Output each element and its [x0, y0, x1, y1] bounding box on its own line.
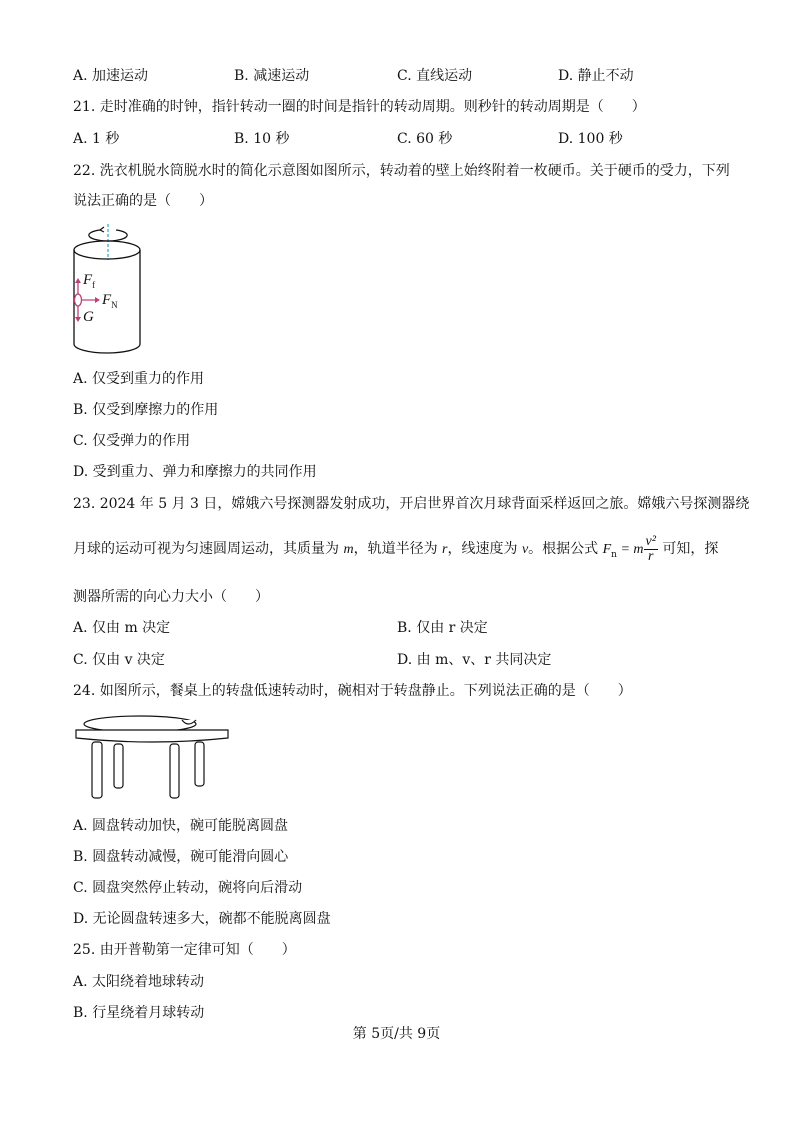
q23-option-a: A. 仅由 m 决定 [73, 620, 171, 636]
q23-option-b: B. 仅由 r 决定 [397, 620, 488, 636]
q23-option-c: C. 仅由 v 决定 [73, 652, 165, 668]
q21-option-c: C. 60 秒 [397, 131, 453, 147]
table-diagram [72, 710, 234, 802]
q21-option-d: D. 100 秒 [558, 131, 623, 147]
q25-option-a: A. 太阳绕着地球转动 [73, 974, 205, 990]
q24-stem: 24. 如图所示，餐桌上的转盘低速转动时，碗相对于转盘静止。下列说法正确的是（ ） [73, 683, 632, 699]
q20-option-a: A. 加速运动 [73, 68, 149, 84]
q22-option-c: C. 仅受弹力的作用 [73, 433, 191, 449]
friction-force-label: $F_f$ [83, 272, 96, 290]
q22-stem-line1: 22. 洗衣机脱水筒脱水时的简化示意图如图所示，转动着的壁上始终附着一枚硬币。关于硬币的受力，下列 [73, 163, 730, 179]
q21-option-b: B. 10 秒 [234, 131, 290, 147]
q25-option-b: B. 行星绕着月球转动 [73, 1005, 205, 1021]
q23-stem-line1: 23. 2024 年 5 月 3 日，嫦娥六号探测器发射成功，开启世界首次月球背面采样返回之旅。嫦娥六号探测器绕 [73, 496, 750, 512]
q24-option-b: B. 圆盘转动减慢，碗可能滑向圆心 [73, 849, 289, 865]
page-footer: 第 5页/共 9页 [352, 1026, 441, 1042]
q25-stem: 25. 由开普勒第一定律可知（ ） [73, 942, 296, 958]
q21-option-a: A. 1 秒 [73, 131, 120, 147]
q24-option-c: C. 圆盘突然停止转动，碗将向后滑动 [73, 880, 303, 896]
q22-option-b: B. 仅受到摩擦力的作用 [73, 402, 219, 418]
q24-option-d: D. 无论圆盘转速多大，碗都不能脱离圆盘 [73, 911, 331, 927]
q24-option-a: A. 圆盘转动加快，碗可能脱离圆盘 [73, 818, 289, 834]
q23-stem-line2: 月球的运动可视为匀速圆周运动，其质量为 m，轨道半径为 r，线速度为 v。根据公式 $F_n = m$ $\frac{\text{v²}}{r}$ 可知，探 [73, 533, 719, 564]
q23-option-d: D. 由 m、v、r 共同决定 [397, 652, 552, 668]
cylinder-diagram [66, 222, 156, 357]
q23-stem-line3: 测器所需的向心力大小（ ） [73, 589, 269, 605]
spin-dryer-figure [66, 222, 156, 357]
q22-option-d: D. 受到重力、弹力和摩擦力的共同作用 [73, 464, 317, 480]
q20-option-c: C. 直线运动 [397, 68, 473, 84]
normal-force-label: $F_N$ [102, 292, 118, 310]
q22-option-a: A. 仅受到重力的作用 [73, 371, 205, 387]
q22-stem-line2: 说法正确的是（ ） [73, 193, 213, 209]
centripetal-force-formula: $F_n = m$ $\frac{\text{v²}}{r}$ [602, 533, 656, 564]
q21-stem: 21. 走时准确的时钟，指针转动一圈的时间是指针的转动周期。则秒针的转动周期是（ ） [73, 99, 646, 115]
turntable-figure [72, 710, 234, 806]
q20-option-d: D. 静止不动 [558, 68, 634, 84]
q20-option-b: B. 减速运动 [234, 68, 310, 84]
gravity-label: G [83, 309, 94, 325]
